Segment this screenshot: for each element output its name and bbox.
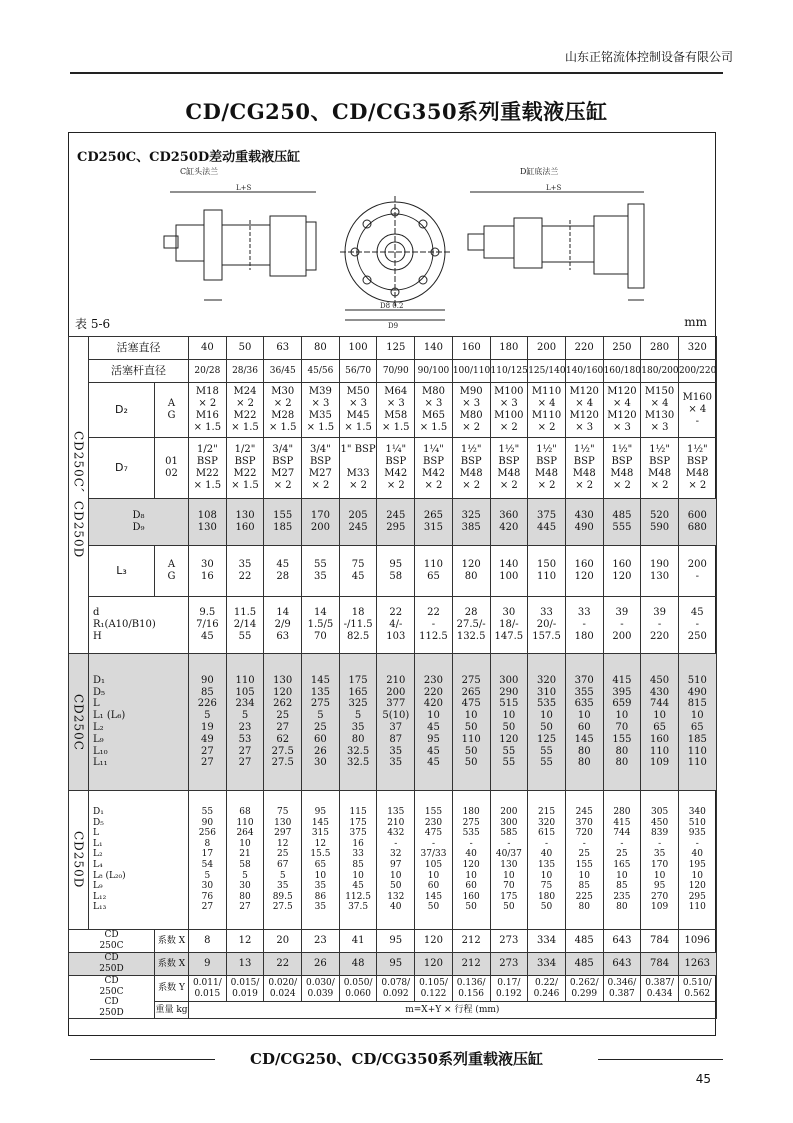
piston-value: 280 xyxy=(641,337,679,360)
rod-value: 100/110 xyxy=(452,360,490,383)
coef-x-c-row xyxy=(69,930,717,953)
d7.values-value: 1½" BSP M48 × 2 xyxy=(678,438,716,499)
cd250d.values-value: 68 110 264 10 21 58 5 30 80 27 xyxy=(226,791,264,930)
coef_x_d.values-value: 95 xyxy=(377,953,415,976)
d7.values-value: 3/4" BSP M27 × 2 xyxy=(302,438,340,499)
coef_x_d.values-value: 485 xyxy=(565,953,603,976)
cd250c.values-value: 300 290 515 10 50 120 55 55 xyxy=(490,654,528,791)
rod-value: 90/100 xyxy=(415,360,453,383)
cd250d.values-value: 180 275 535 - 40 120 10 60 160 50 xyxy=(452,791,490,930)
d89.values-value: 265 315 xyxy=(415,499,453,546)
cd250c.values-value: 145 135 275 5 25 60 26 30 xyxy=(302,654,340,791)
piston-value: 250 xyxy=(603,337,641,360)
coef_x_c.values-value: 485 xyxy=(565,930,603,953)
coef_y.values-value: 0.17/ 0.192 xyxy=(490,976,528,1002)
rod-value: 180/200 xyxy=(641,360,679,383)
coef_x_c.values-value: 8 xyxy=(189,930,227,953)
coef_x_d.values-value: 1263 xyxy=(678,953,716,976)
d89.values-value: 360 420 xyxy=(490,499,528,546)
drh.values-value: 18 -/11.5 82.5 xyxy=(339,597,377,654)
d89.values-value: 205 245 xyxy=(339,499,377,546)
d2.values-value: M50 × 3 M45 × 1.5 xyxy=(339,383,377,438)
d89.values-value: 430 490 xyxy=(565,499,603,546)
cylinder-drawing xyxy=(140,160,680,330)
drh.values-value: 39 - 220 xyxy=(641,597,679,654)
piston-value: 160 xyxy=(452,337,490,360)
l3.values-value: 160 120 xyxy=(565,546,603,597)
d7.values-value: 1¼" BSP M42 × 2 xyxy=(377,438,415,499)
coef_x_d.values-value: 334 xyxy=(528,953,566,976)
rod-value: 36/45 xyxy=(264,360,302,383)
l3.values-value: 35 22 xyxy=(226,546,264,597)
cd250c.values-value: 415 395 659 10 70 155 80 80 xyxy=(603,654,641,791)
rod-value: 160/180 xyxy=(603,360,641,383)
drh.values-value: 33 - 180 xyxy=(565,597,603,654)
cd250d.values-value: 280 415 744 - 25 165 10 85 235 80 xyxy=(603,791,641,930)
coef_x_c.values-value: 273 xyxy=(490,930,528,953)
d2.values-value: M150 × 4 M130 × 3 xyxy=(641,383,679,438)
d7.values-value: 1/2" BSP M22 × 1.5 xyxy=(189,438,227,499)
d2.values-value: M120 × 4 M120 × 3 xyxy=(603,383,641,438)
drh.values-value: 14 1.5/5 70 xyxy=(302,597,340,654)
d89.values-value: 600 680 xyxy=(678,499,716,546)
d2.values-value: M80 × 3 M65 × 1.5 xyxy=(415,383,453,438)
rod-value: 125/140 xyxy=(528,360,566,383)
l3.values-value: 30 16 xyxy=(189,546,227,597)
rod-row xyxy=(69,360,717,383)
cd250c.values-value: 130 120 262 25 27 62 27.5 27.5 xyxy=(264,654,302,791)
d89.values-value: 325 385 xyxy=(452,499,490,546)
cd250d.values-value: 55 90 256 8 17 54 5 30 76 27 xyxy=(189,791,227,930)
l3.values-value: 110 65 xyxy=(415,546,453,597)
piston-value: 50 xyxy=(226,337,264,360)
cd250d-row xyxy=(69,791,717,930)
cd250c.values-value: 230 220 420 10 45 95 45 45 xyxy=(415,654,453,791)
coef-y-type: CD 250C CD 250D xyxy=(69,976,155,1019)
piston-value: 200 xyxy=(528,337,566,360)
group-label-d: CD250D xyxy=(69,791,89,930)
coef_x_d.values-value: 26 xyxy=(302,953,340,976)
d2.values-value: M120 × 4 M120 × 3 xyxy=(565,383,603,438)
d8-d9-label: D₈ D₉ xyxy=(89,499,189,546)
coef_y.values-value: 0.387/ 0.434 xyxy=(641,976,679,1002)
piston-value: 320 xyxy=(678,337,716,360)
rod-value: 200/220 xyxy=(678,360,716,383)
table-number: 表 5-6 xyxy=(75,317,111,331)
cd250d.values-value: 215 320 615 - 40 135 10 75 180 50 xyxy=(528,791,566,930)
cd250d.values-value: 95 145 315 12 15.5 65 10 35 86 35 xyxy=(302,791,340,930)
cd250c-labels: D₁ D₅ L L₁ (L₆) L₂ L₉ L₁₀ L₁₁ xyxy=(89,654,189,791)
coef_x_d.values-value: 643 xyxy=(603,953,641,976)
l3-row xyxy=(69,546,717,597)
d89.values-value: 375 445 xyxy=(528,499,566,546)
header-rule xyxy=(70,72,723,74)
coef_x_d.values-value: 212 xyxy=(452,953,490,976)
d9-dimension: D9 xyxy=(388,322,399,330)
coef-y-label: 系数 Y xyxy=(155,976,189,1002)
coef-x-c-label: 系数 X xyxy=(155,930,189,953)
drh.values-value: 22 - 112.5 xyxy=(415,597,453,654)
piston-label: 活塞直径 xyxy=(89,337,189,360)
coef_x_d.values-value: 120 xyxy=(415,953,453,976)
piston-value: 220 xyxy=(565,337,603,360)
cd250c.values-value: 275 265 475 10 50 110 50 50 xyxy=(452,654,490,791)
l3.values-value: 95 58 xyxy=(377,546,415,597)
d2.values-value: M39 × 3 M35 × 1.5 xyxy=(302,383,340,438)
coef_y.values-value: 0.030/ 0.039 xyxy=(302,976,340,1002)
piston-row xyxy=(69,337,717,360)
d7.values-value: 1½" BSP M48 × 2 xyxy=(603,438,641,499)
d89.values-value: 130 160 xyxy=(226,499,264,546)
drh.values-value: 9.5 7/16 45 xyxy=(189,597,227,654)
cd250d-labels: D₁ D₅ L L₁ L₂ L₄ L₈ (L₂₀) L₉ L₁₂ L₁₃ xyxy=(89,791,189,930)
weight-formula: m=X+Y × 行程 (mm) xyxy=(189,1002,717,1019)
coef_x_d.values-value: 9 xyxy=(189,953,227,976)
coef_y.values-value: 0.22/ 0.246 xyxy=(528,976,566,1002)
l3.values-value: 55 35 xyxy=(302,546,340,597)
d2.values-value: M160 × 4 - xyxy=(678,383,716,438)
drh.values-value: 39 - 200 xyxy=(603,597,641,654)
coef_x_c.values-value: 784 xyxy=(641,930,679,953)
coef_y.values-value: 0.105/ 0.122 xyxy=(415,976,453,1002)
flange-d-label: D缸底法兰 xyxy=(520,167,559,176)
coef_y.values-value: 0.050/ 0.060 xyxy=(339,976,377,1002)
cd250c.values-value: 320 310 535 10 50 125 55 55 xyxy=(528,654,566,791)
d2-label: D₂ xyxy=(89,383,155,438)
d2.values-value: M90 × 3 M80 × 2 xyxy=(452,383,490,438)
drh.values-value: 14 2/9 63 xyxy=(264,597,302,654)
coef_x_d.values-value: 22 xyxy=(264,953,302,976)
l3.values-value: 160 120 xyxy=(603,546,641,597)
rod-value: 45/56 xyxy=(302,360,340,383)
piston-value: 100 xyxy=(339,337,377,360)
d89.values-value: 520 590 xyxy=(641,499,679,546)
coef_y.values-value: 0.020/ 0.024 xyxy=(264,976,302,1002)
d7-sub: 01 02 xyxy=(155,438,189,499)
coef_y.values-value: 0.015/ 0.019 xyxy=(226,976,264,1002)
drh.values-value: 33 20/- 157.5 xyxy=(528,597,566,654)
l3.values-value: 190 130 xyxy=(641,546,679,597)
d2.values-value: M30 × 2 M28 × 1.5 xyxy=(264,383,302,438)
spec-table xyxy=(68,336,717,1019)
d2.values-value: M24 × 2 M22 × 1.5 xyxy=(226,383,264,438)
cd250d.values-value: 75 130 297 12 25 67 5 35 89.5 27.5 xyxy=(264,791,302,930)
l3.values-value: 120 80 xyxy=(452,546,490,597)
page-number: 45 xyxy=(695,1072,711,1086)
coef_x_d.values-value: 13 xyxy=(226,953,264,976)
d7.values-value: 1½" BSP M48 × 2 xyxy=(641,438,679,499)
coef_x_c.values-value: 120 xyxy=(415,930,453,953)
drh.values-value: 28 27.5/- 132.5 xyxy=(452,597,490,654)
coef_x_c.values-value: 20 xyxy=(264,930,302,953)
drh.values-value: 45 - 250 xyxy=(678,597,716,654)
d2.values-value: M64 × 3 M58 × 1.5 xyxy=(377,383,415,438)
page-title: CD/CG250、CD/CG350系列重载液压缸 xyxy=(185,99,608,124)
cd250c-row xyxy=(69,654,717,791)
cd250c.values-value: 110 105 234 5 23 53 27 27 xyxy=(226,654,264,791)
l3-sub: A G xyxy=(155,546,189,597)
l3.values-value: 200 - xyxy=(678,546,716,597)
group-label-cd: CD250C、CD250D xyxy=(69,337,89,654)
drh.values-value: 30 18/- 147.5 xyxy=(490,597,528,654)
coef_x_d.values-value: 48 xyxy=(339,953,377,976)
rod-value: 56/70 xyxy=(339,360,377,383)
d2.values-value: M18 × 2 M16 × 1.5 xyxy=(189,383,227,438)
rod-label: 活塞杆直径 xyxy=(89,360,189,383)
cd250d.values-value: 200 300 585 - 40/37 130 10 70 175 50 xyxy=(490,791,528,930)
rod-value: 20/28 xyxy=(189,360,227,383)
coef_x_d.values-value: 784 xyxy=(641,953,679,976)
rod-value: 70/90 xyxy=(377,360,415,383)
piston-value: 180 xyxy=(490,337,528,360)
l3.values-value: 140 100 xyxy=(490,546,528,597)
cd250d.values-value: 305 450 839 - 35 170 10 95 270 109 xyxy=(641,791,679,930)
coef-x-d-label: 系数 X xyxy=(155,953,189,976)
ls-dimension: L+S xyxy=(236,184,252,192)
coef_y.values-value: 0.011/ 0.015 xyxy=(189,976,227,1002)
rod-value: 140/160 xyxy=(565,360,603,383)
d7-label: D₇ xyxy=(89,438,155,499)
cd250d.values-value: 135 210 432 - 32 97 10 50 132 40 xyxy=(377,791,415,930)
flange-c-label: C缸头法兰 xyxy=(180,167,219,176)
d2-sub: A G xyxy=(155,383,189,438)
l3-label: L₃ xyxy=(89,546,155,597)
cd250c.values-value: 210 200 377 5(10) 37 87 35 35 xyxy=(377,654,415,791)
d2.values-value: M110 × 4 M110 × 2 xyxy=(528,383,566,438)
cd250d.values-value: 155 230 475 - 37/33 105 10 60 145 50 xyxy=(415,791,453,930)
l3.values-value: 45 28 xyxy=(264,546,302,597)
cd250c.values-value: 450 430 744 10 65 160 110 109 xyxy=(641,654,679,791)
coef-y-row xyxy=(69,976,717,1002)
section-subtitle: CD250C、CD250D差动重载液压缸 xyxy=(77,150,301,165)
d89.values-value: 485 555 xyxy=(603,499,641,546)
coef_x_c.values-value: 23 xyxy=(302,930,340,953)
coef_x_c.values-value: 41 xyxy=(339,930,377,953)
coef_x_c.values-value: 1096 xyxy=(678,930,716,953)
coef-x-c-type: CD 250C xyxy=(69,930,155,953)
coef_y.values-value: 0.510/ 0.562 xyxy=(678,976,716,1002)
coef-x-d-row xyxy=(69,953,717,976)
weight-label: 重量 kg xyxy=(155,1002,189,1019)
d7.values-value: 1/2" BSP M22 × 1.5 xyxy=(226,438,264,499)
d7.values-value: 3/4" BSP M27 × 2 xyxy=(264,438,302,499)
piston-value: 80 xyxy=(302,337,340,360)
drh.values-value: 22 4/- 103 xyxy=(377,597,415,654)
d8-d9-row xyxy=(69,499,717,546)
cd250c.values-value: 370 355 635 10 60 145 80 80 xyxy=(565,654,603,791)
d89.values-value: 245 295 xyxy=(377,499,415,546)
d7.values-value: 1½" BSP M48 × 2 xyxy=(452,438,490,499)
l3.values-value: 150 110 xyxy=(528,546,566,597)
piston-value: 63 xyxy=(264,337,302,360)
coef_y.values-value: 0.346/ 0.387 xyxy=(603,976,641,1002)
d7.values-value: 1½" BSP M48 × 2 xyxy=(528,438,566,499)
piston-value: 125 xyxy=(377,337,415,360)
coef_x_c.values-value: 95 xyxy=(377,930,415,953)
ls-dimension-right: L+S xyxy=(546,184,562,192)
coef_x_c.values-value: 12 xyxy=(226,930,264,953)
d2-row xyxy=(69,383,717,438)
coef_x_c.values-value: 212 xyxy=(452,930,490,953)
cd250c.values-value: 175 165 325 5 35 80 32.5 32.5 xyxy=(339,654,377,791)
d7.values-value: 1½" BSP M48 × 2 xyxy=(565,438,603,499)
coef-x-d-type: CD 250D xyxy=(69,953,155,976)
unit-label: mm xyxy=(684,315,707,329)
d7.values-value: 1" BSP M33 × 2 xyxy=(339,438,377,499)
company-name: 山东正铭流体控制设备有限公司 xyxy=(564,50,733,64)
coef_x_c.values-value: 643 xyxy=(603,930,641,953)
rod-value: 28/36 xyxy=(226,360,264,383)
cd250d.values-value: 115 175 375 16 33 85 10 45 112.5 37.5 xyxy=(339,791,377,930)
coef_y.values-value: 0.136/ 0.156 xyxy=(452,976,490,1002)
coef_y.values-value: 0.078/ 0.092 xyxy=(377,976,415,1002)
rod-value: 110/125 xyxy=(490,360,528,383)
cd250d.values-value: 245 370 720 - 25 155 10 85 225 80 xyxy=(565,791,603,930)
coef_y.values-value: 0.262/ 0.299 xyxy=(565,976,603,1002)
drh.values-value: 11.5 2/14 55 xyxy=(226,597,264,654)
weight-row xyxy=(69,1002,717,1019)
coef_x_d.values-value: 273 xyxy=(490,953,528,976)
footer-title: CD/CG250、CD/CG350系列重载液压缸 xyxy=(250,1050,543,1068)
cd250c.values-value: 510 490 815 10 65 185 110 110 xyxy=(678,654,716,791)
piston-value: 40 xyxy=(189,337,227,360)
cd250c.values-value: 90 85 226 5 19 49 27 27 xyxy=(189,654,227,791)
d2.values-value: M100 × 3 M100 × 2 xyxy=(490,383,528,438)
l3.values-value: 75 45 xyxy=(339,546,377,597)
drh-label: d R₁(A10/B10) H xyxy=(89,597,189,654)
d89.values-value: 108 130 xyxy=(189,499,227,546)
d7.values-value: 1¼" BSP M42 × 2 xyxy=(415,438,453,499)
d7.values-value: 1½" BSP M48 × 2 xyxy=(490,438,528,499)
cd250d.values-value: 340 510 935 - 40 195 10 120 295 110 xyxy=(678,791,716,930)
drh-row xyxy=(69,597,717,654)
d89.values-value: 155 185 xyxy=(264,499,302,546)
d8-dimension: D8 0.2 xyxy=(380,302,404,310)
d89.values-value: 170 200 xyxy=(302,499,340,546)
d7-row xyxy=(69,438,717,499)
group-label-c: CD250C xyxy=(69,654,89,791)
coef_x_c.values-value: 334 xyxy=(528,930,566,953)
piston-value: 140 xyxy=(415,337,453,360)
